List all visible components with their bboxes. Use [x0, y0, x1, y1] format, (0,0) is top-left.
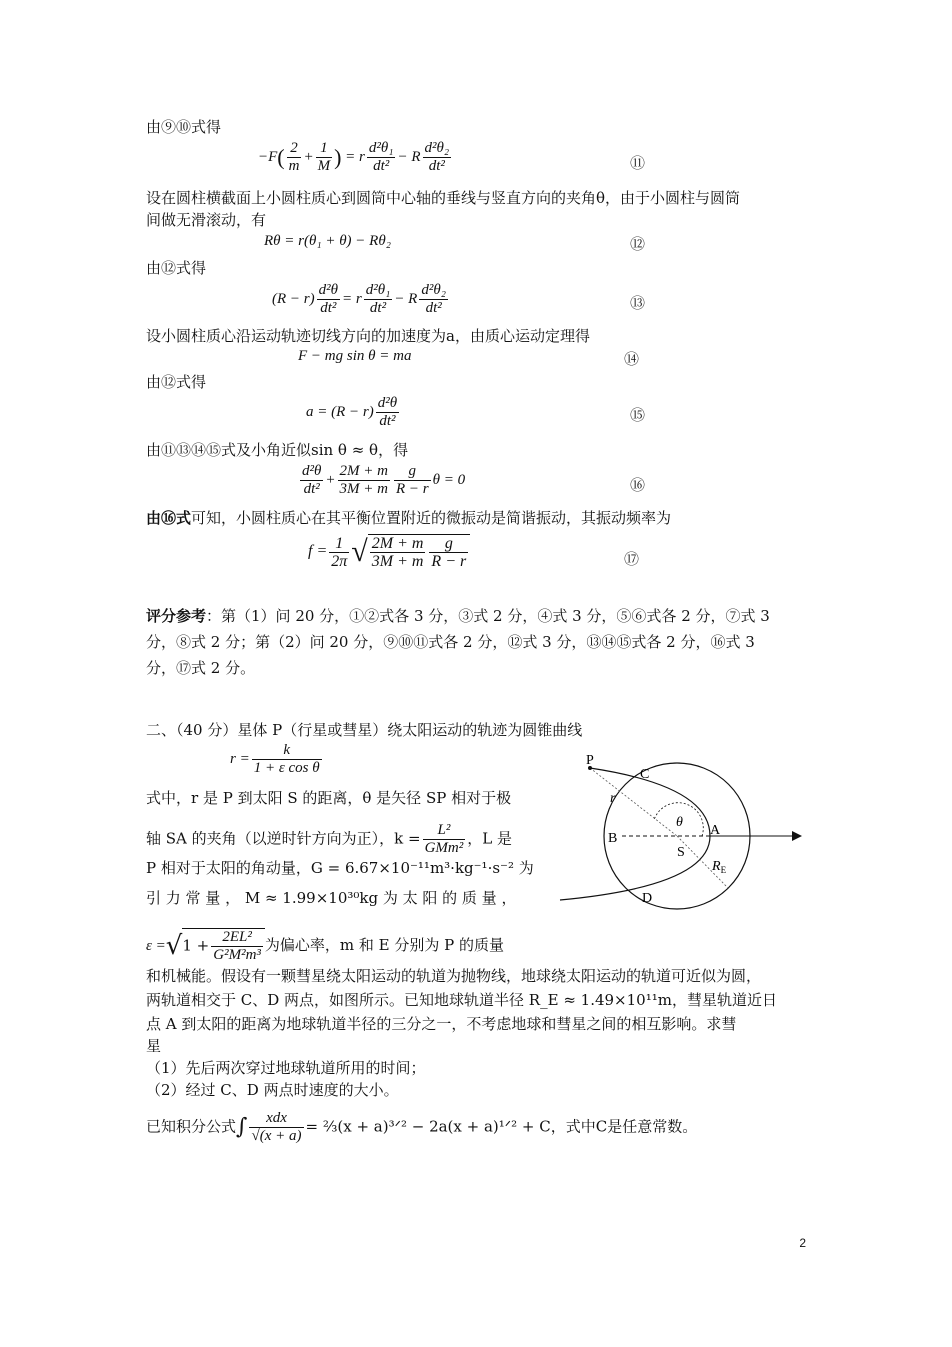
- label-theta: θ: [676, 815, 683, 830]
- text-line: 引 力 常 量 ， M ≈ 1.99×10³⁰kg 为 太 阳 的 质 量 ，: [146, 889, 517, 907]
- scoring-line: 分，⑧式 2 分；第（2）问 20 分，⑨⑩⑪式各 2 分，⑫式 3 分，⑬⑭⑮式各 2 分，⑯式 3: [146, 633, 755, 651]
- equation-tag: ⑯: [630, 476, 646, 494]
- text-span: ：第（1）问 20 分，①②式各 3 分，③式 2 分，④式 3 分，⑤⑥式各 2 分，⑦式 3: [206, 607, 770, 625]
- text-line: P 相对于太阳的角动量，G = 6.67×10⁻¹¹m³·kg⁻¹·s⁻² 为: [146, 859, 534, 877]
- page-number: 2: [799, 1236, 806, 1250]
- axis-arrow-icon: [792, 831, 802, 841]
- equation-16: $\frac{\text{d²θ}}{\text{dt²}}$ + $\frac{2M + m}{3M + m}$ $\frac{g}{R - r}$ θ = 0: [302, 463, 466, 497]
- radius-r: [590, 768, 677, 836]
- text-line: 星: [146, 1037, 162, 1055]
- text-line: [146, 508, 671, 528]
- text-line: ε =√1 + $\frac{\text{2EL²}}{\text{G²M²m³}}$ 为偏心率，m 和 E 分别为 P 的质量: [146, 929, 505, 963]
- integral-formula: 已知积分公式∫ $\frac{\text{xdx}}{√(x + a)}$ = ⅔(x + a)³ᐟ² − 2a(x + a)¹ᐟ² + C，式中C是任意常数。: [146, 1110, 698, 1144]
- text-line: 和机械能。假设有一颗彗星绕太阳运动的轨道为抛物线，地球绕太阳运动的轨道可近似为圆，: [146, 967, 762, 985]
- equation-tag: ⑭: [624, 350, 640, 368]
- equation-14: F − mg sin θ = ma: [298, 348, 412, 364]
- text-line: 由⑨⑩式得: [146, 118, 222, 136]
- equation-12: Rθ = r(θ₁ + θ) − Rθ₂: [264, 233, 391, 249]
- label-D: D: [642, 891, 653, 906]
- equation-15: a = (R − r) $\frac{\text{d²θ}}{\text{dt²}}$: [306, 395, 398, 429]
- scoring-line: [146, 606, 770, 626]
- label-P: P: [586, 753, 594, 768]
- question-1: （1）先后两次穿过地球轨道所用的时间；: [146, 1059, 426, 1077]
- equation-tag: ⑬: [630, 294, 646, 312]
- text-line: 间做无滑滚动，有: [146, 211, 267, 229]
- equation-11: −F( $\frac{2}{m}$ + $\frac{1}{M}$ ) = r $\frac{\text{d²θ₁}}{\text{dt²}}$ − R $\frac{\text{d²θ₂}}{\text{dt²}}$: [258, 140, 450, 174]
- text-line: 由⑫式得: [146, 259, 207, 277]
- label-B: B: [608, 831, 618, 846]
- equation-tag: ⑫: [630, 235, 646, 253]
- label-RE: $R_E$: [712, 859, 727, 875]
- text-line: 轴 SA 的夹角（以逆时针方向为正），k = $\frac{\text{L²}}{\text{GMm²}}$ ，L 是: [146, 822, 512, 856]
- text-line: 设小圆柱质心沿运动轨迹切线方向的加速度为a，由质心运动定理得: [146, 327, 590, 345]
- scoring-label: 评分参考: [146, 607, 207, 625]
- text-span: 可知，小圆柱质心在其平衡位置附近的微振动是简谐振动，其振动频率为: [191, 509, 672, 527]
- text-line: 式中，r 是 P 到太阳 S 的距离，θ 是矢径 SP 相对于极: [146, 789, 512, 807]
- text-line: 设在圆柱横截面上小圆柱质心到圆筒中心轴的垂线与竖直方向的夹角θ，由于小圆柱与圆筒: [146, 189, 741, 207]
- problem-intro: 二、（40 分）星体 P（行星或彗星）绕太阳运动的轨迹为圆锥曲线: [146, 721, 583, 739]
- label-S: S: [677, 845, 685, 860]
- conic-equation: r = $\frac{k}{\text{1 + ε cos θ}}$: [230, 742, 320, 776]
- text-line: 两轨道相交于 C、D 两点，如图所示。已知地球轨道半径 R_E ≈ 1.49×10¹¹m，彗星轨道近日: [146, 991, 777, 1009]
- equation-tag: ⑰: [624, 550, 640, 568]
- orbit-figure: [550, 750, 810, 910]
- equation-tag: ⑪: [630, 154, 646, 172]
- text-line: 由⑫式得: [146, 373, 207, 391]
- label-A: A: [710, 823, 721, 838]
- label-C: C: [640, 767, 650, 782]
- label-r: r: [610, 791, 616, 806]
- text-line: 由⑪⑬⑭⑮式及小角近似sin θ ≈ θ，得: [146, 441, 409, 459]
- equation-17: f = $\frac{1}{2\pi}$ √ $\frac{2M + m}{3M + m}$ $\frac{g}{R - r}$: [308, 534, 470, 570]
- scoring-line: 分，⑰式 2 分。: [146, 659, 256, 677]
- equation-13: (R − r) $\frac{\text{d²θ}}{\text{dt²}}$ = r $\frac{\text{d²θ₁}}{\text{dt²}}$ − R $\frac{\text{d²θ₂}}{\text{dt²}}$: [272, 282, 446, 316]
- question-2: （2）经过 C、D 两点时速度的大小。: [146, 1081, 399, 1099]
- bold-ref: 由⑯式: [146, 509, 192, 527]
- comet-orbit: [560, 768, 710, 900]
- text-line: 点 A 到太阳的距离为地球轨道半径的三分之一，不考虑地球和彗星之间的相互影响。求彗: [146, 1015, 737, 1033]
- equation-tag: ⑮: [630, 406, 646, 424]
